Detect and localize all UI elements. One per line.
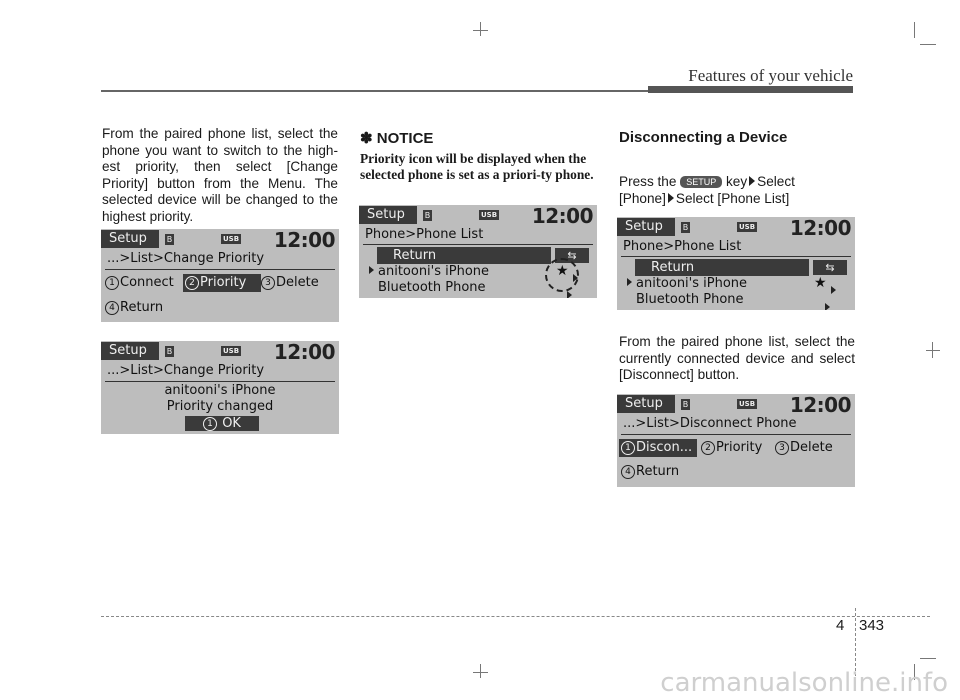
key-text: key (726, 174, 748, 189)
bluetooth-icon: B (682, 400, 689, 409)
setup-tab: Setup (101, 342, 159, 360)
screen-priority-changed (101, 341, 339, 434)
page-number: 343 (859, 617, 885, 634)
divider (363, 244, 593, 245)
menu-return[interactable] (105, 300, 163, 315)
phone-text: [Phone] (619, 190, 666, 206)
crop-mark (480, 22, 481, 36)
menu-label: Priority (200, 275, 247, 290)
num-1-icon: 1 (105, 276, 119, 290)
clock: 12:00 (789, 394, 851, 417)
status-bar (617, 394, 855, 416)
screen-phone-list (617, 217, 855, 310)
status-bar (359, 205, 597, 227)
num-2-icon: 2 (701, 441, 715, 455)
phone-item-bluetooth[interactable] (636, 292, 744, 307)
setup-tab: Setup (101, 230, 159, 248)
right-paragraph: From the paired phone list, select the currently connected device and select [Disconnect] button. (619, 334, 855, 382)
breadcrumb: ...>List>Change Priority (107, 363, 265, 378)
usb-icon: USB (480, 211, 498, 219)
section-title: Features of your vehicle (688, 66, 853, 85)
setup-tab: Setup (359, 206, 417, 224)
back-icon[interactable]: ⇆ (555, 248, 589, 263)
ok-label: OK (222, 416, 241, 431)
crop-mark (480, 664, 481, 678)
play-icon (825, 297, 834, 310)
select-text: Select (757, 174, 795, 189)
left-paragraph: From the paired phone list, select the phone you want to switch to the high-est priority, then select [Change Priority] button from the Menu. The selected device will be changed to the highest priority. (102, 126, 338, 224)
breadcrumb: Phone>Phone List (623, 239, 742, 254)
bluetooth-icon: B (424, 211, 431, 220)
arrow-icon (668, 193, 674, 203)
priority-star-icon: ★ (814, 275, 827, 291)
phone-item-iphone[interactable] (627, 276, 747, 291)
menu-return[interactable] (621, 464, 679, 479)
footer-rule (101, 616, 930, 617)
ok-button[interactable] (185, 416, 259, 431)
num-4-icon: 4 (621, 465, 635, 479)
highlight-circle (545, 258, 579, 292)
bluetooth-icon: B (682, 223, 689, 232)
menu-priority[interactable] (183, 274, 261, 292)
divider (105, 269, 335, 270)
divider (621, 434, 851, 435)
crop-mark (473, 672, 488, 673)
screen-phone-list-notice (359, 205, 597, 298)
clock: 12:00 (273, 341, 335, 364)
return-item[interactable]: Return (377, 247, 551, 264)
priority-star-icon: ★ (556, 263, 569, 279)
menu-label: Return (120, 300, 164, 315)
menu-label: Discon... (636, 440, 693, 455)
crop-mark (473, 30, 488, 31)
breadcrumb: ...>List>Change Priority (107, 251, 265, 266)
notice-mark-icon: ✽ (360, 130, 373, 147)
breadcrumb: Phone>Phone List (365, 227, 484, 242)
notice-heading (360, 129, 433, 147)
chapter-number: 4 (836, 617, 845, 634)
phone-label: anitooni's iPhone (378, 264, 490, 279)
menu-priority[interactable] (701, 440, 762, 455)
section-heading: Disconnecting a Device (619, 129, 788, 146)
menu-delete[interactable] (261, 275, 319, 290)
num-3-icon: 3 (261, 276, 275, 290)
usb-icon: USB (222, 235, 240, 243)
usb-icon: USB (222, 347, 240, 355)
phone-item-iphone[interactable] (369, 264, 489, 279)
notice-label: NOTICE (376, 130, 434, 147)
instruction (619, 174, 855, 207)
divider (105, 381, 335, 382)
clock: 12:00 (789, 217, 851, 240)
usb-icon: USB (738, 223, 756, 231)
phone-label: anitooni's iPhone (636, 276, 748, 291)
watermark: carmanualsonline.info (660, 668, 948, 698)
screen-disconnect-phone (617, 394, 855, 487)
header-bar (648, 86, 853, 93)
message-device: anitooni's iPhone (164, 383, 276, 398)
menu-disconnect[interactable] (619, 439, 697, 457)
phone-label: Bluetooth Phone (378, 280, 486, 295)
num-1-icon: 1 (203, 417, 217, 431)
crop-mark (926, 350, 940, 351)
setup-tab: Setup (617, 218, 675, 236)
status-bar (101, 229, 339, 251)
divider (621, 256, 851, 257)
num-1-icon: 1 (621, 441, 635, 455)
clock: 12:00 (273, 229, 335, 252)
phone-label: Bluetooth Phone (636, 292, 744, 307)
menu-label: Return (636, 464, 680, 479)
setup-key-icon: SETUP (680, 176, 722, 188)
num-2-icon: 2 (185, 276, 199, 290)
num-3-icon: 3 (775, 441, 789, 455)
menu-label: Delete (790, 440, 833, 455)
status-bar (617, 217, 855, 239)
clock: 12:00 (531, 205, 593, 228)
menu-connect[interactable] (105, 275, 174, 290)
phone-item-bluetooth[interactable] (378, 280, 486, 295)
press-text: Press the (619, 174, 677, 189)
menu-label: Delete (276, 275, 319, 290)
bluetooth-icon: B (166, 235, 173, 244)
usb-icon: USB (738, 400, 756, 408)
num-4-icon: 4 (105, 301, 119, 315)
status-bar (101, 341, 339, 363)
menu-label: Priority (716, 440, 763, 455)
select-list-text: Select [Phone List] (675, 190, 790, 206)
notice-text: Priority icon will be displayed when the selected phone is set as a priori-ty phone. (360, 151, 594, 182)
menu-delete[interactable] (775, 440, 833, 455)
menu-label: Connect (120, 275, 174, 290)
play-icon (369, 266, 374, 274)
breadcrumb: ...>List>Disconnect Phone (623, 416, 797, 431)
crop-mark (920, 44, 936, 45)
return-item[interactable]: Return (635, 259, 809, 276)
crop-mark (914, 22, 915, 38)
message-status: Priority changed (166, 399, 274, 414)
back-icon[interactable]: ⇆ (813, 260, 847, 275)
setup-tab: Setup (617, 395, 675, 413)
crop-mark (920, 658, 936, 659)
play-icon (627, 278, 632, 286)
screen-change-priority-menu (101, 229, 339, 322)
arrow-icon (749, 176, 755, 186)
bluetooth-icon: B (166, 347, 173, 356)
